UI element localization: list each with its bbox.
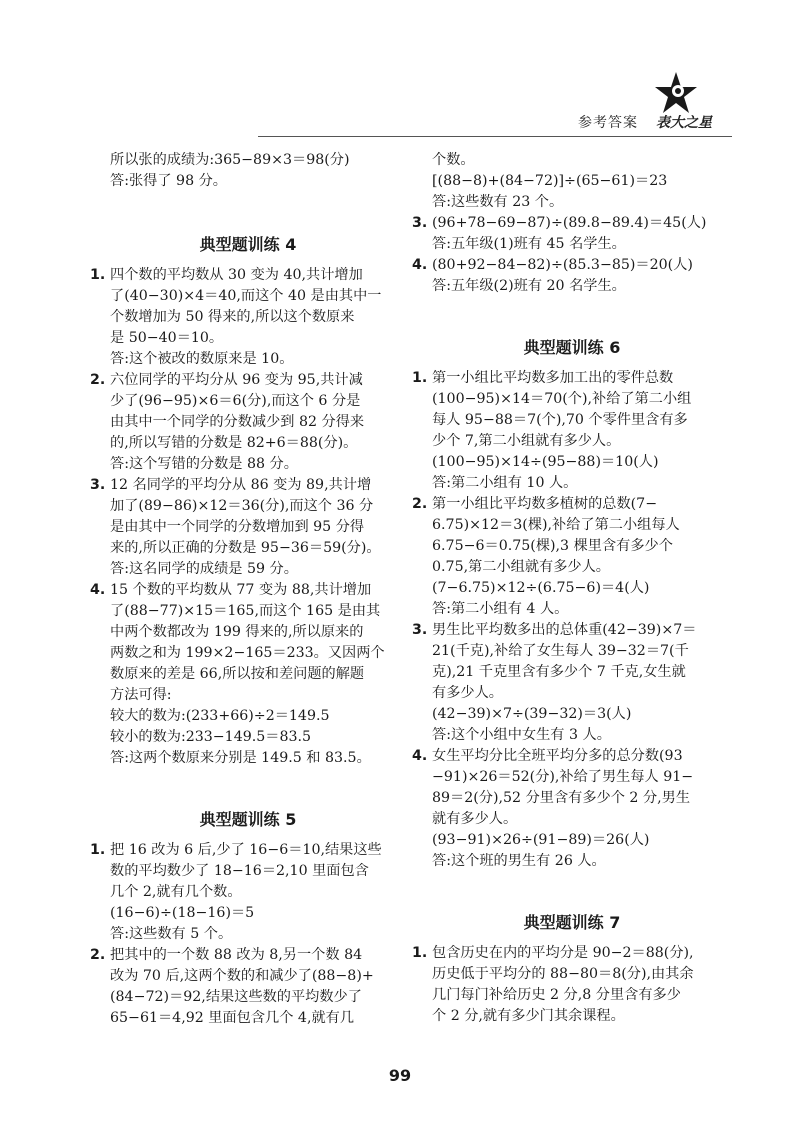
text-line: 方法可得: — [110, 687, 172, 703]
text-line: 0.75,第二小组就有多少人。 — [432, 559, 610, 575]
question-item — [412, 255, 732, 297]
header-label: 参考答案 — [578, 115, 638, 131]
text-line: (80+92−84−82)÷(85.3−85)＝20(人) — [432, 257, 693, 273]
text-line: 男生比平均数多出的总体重(42−39)×7＝ — [432, 622, 697, 638]
header-brand: 表大之星 — [656, 115, 712, 131]
text-line: 了(88−77)×15＝165,而这个 165 是由其 — [110, 603, 381, 619]
text-line: 改为 70 后,这两个数的和减少了(88−8)+ — [110, 968, 374, 984]
question-number: 2. — [90, 947, 106, 963]
text-line: 数原来的差是 66,所以按和差问题的解题 — [110, 666, 365, 682]
text-line: 个数增加为 50 得来的,所以这个数原来 — [110, 309, 355, 325]
text-line: 几门每门补给历史 2 分,8 分里含有多少 — [432, 987, 681, 1003]
text-line: 少了(96−95)×6＝6(分),而这个 6 分是 — [110, 393, 361, 409]
page-number: 99 — [388, 1066, 412, 1085]
answer-line: 答:这个被改的数原来是 10。 — [110, 351, 294, 367]
question-item — [412, 213, 732, 255]
text-line: (96+78−69−87)÷(89.8−89.4)＝45(人) — [432, 215, 707, 231]
question-item — [412, 494, 732, 620]
text-line: (93−91)×26÷(91−89)＝26(人) — [432, 832, 650, 848]
text-line: 6.75)×12＝3(棵),补给了第二小组每人 — [432, 517, 680, 533]
text-line: 把 16 改为 6 后,少了 16−6＝10,结果这些 — [110, 842, 382, 858]
question-item — [90, 475, 406, 580]
text-line: 15 个数的平均数从 77 变为 88,共计增加 — [110, 582, 372, 598]
text-line: (42−39)×7÷(39−32)＝3(人) — [432, 706, 632, 722]
answer-line: 答:第二小组有 4 人。 — [432, 601, 569, 617]
answer-line: 答:五年级(1)班有 45 名学生。 — [432, 236, 626, 252]
text-line: 少个 7,第二小组就有多少人。 — [432, 433, 621, 449]
text-line: 89＝2(分),52 分里含有多少个 2 分,男生 — [432, 790, 691, 806]
question-number: 1. — [90, 842, 106, 858]
right-column — [412, 150, 732, 1027]
text-line: 包含历史在内的平均分是 90−2＝88(分), — [432, 945, 694, 961]
text-line: (84−72)＝92,结果这些数的平均数少了 — [110, 989, 362, 1005]
answer-line: 答:这个小组中女生有 3 人。 — [432, 727, 611, 743]
text-line: −91)×26＝52(分),补给了男生每人 91− — [432, 769, 694, 785]
question-item — [90, 945, 406, 1029]
answer-line: 答:这名同学的成绩是 59 分。 — [110, 561, 298, 577]
text-line: 由其中一个同学的分数减少到 82 分得来 — [110, 414, 365, 430]
text-line: 克),21 千克里含有多少个 7 千克,女生就 — [432, 664, 686, 680]
header-rule — [258, 136, 732, 137]
question-number: 4. — [412, 748, 428, 764]
text-line: 就有多少人。 — [432, 811, 518, 827]
text-line: (100−95)×14÷(95−88)＝10(人) — [432, 454, 659, 470]
text-line: 个 2 分,就有多少门其余课程。 — [432, 1008, 625, 1024]
text-line: 六位同学的平均分从 96 变为 95,共计减 — [110, 372, 363, 388]
section-title-5: 典型题训练 5 — [199, 810, 297, 829]
text-line: 中两个数都改为 199 得来的,所以原来的 — [110, 624, 364, 640]
left-column — [90, 150, 406, 1029]
answer-line: 答:第二小组有 10 人。 — [432, 475, 578, 491]
text-line: 答:张得了 98 分。 — [110, 173, 227, 189]
question-number: 2. — [90, 372, 106, 388]
text-line: 65−61＝4,92 里面包含几个 4,就有几 — [110, 1010, 355, 1026]
answer-line: 答:这些数有 5 个。 — [110, 926, 233, 942]
text-line: 几个 2,就有几个数。 — [110, 884, 242, 900]
text-line: 把其中的一个数 88 改为 8,另一个数 84 — [110, 947, 363, 963]
question-item — [412, 368, 732, 494]
question-number: 1. — [412, 370, 428, 386]
question-number: 4. — [90, 582, 106, 598]
answer-line: 答:这个写错的分数是 88 分。 — [110, 456, 298, 472]
text-line: 每人 95−88＝7(个),70 个零件里含有多 — [432, 412, 688, 428]
text-line: 12 名同学的平均分从 86 变为 89,共计增 — [110, 477, 372, 493]
question-item — [412, 943, 732, 1027]
text-line: 6.75−6＝0.75(棵),3 棵里含有多少个 — [432, 538, 673, 554]
section-title-7: 典型题训练 7 — [523, 913, 621, 932]
question-item — [90, 370, 406, 475]
text-line: 个数。 — [432, 152, 475, 168]
text-line: 是 50−40＝10。 — [110, 330, 224, 346]
answer-line: 答:这个班的男生有 26 人。 — [432, 853, 606, 869]
question-number: 1. — [90, 267, 106, 283]
text-line: 两数之和为 199×2−165＝233。又因两个 — [110, 645, 385, 661]
answer-line: 答:五年级(2)班有 20 名学生。 — [432, 278, 626, 294]
text-line: (16−6)÷(18−16)＝5 — [110, 905, 255, 921]
text-line: 较小的数为:233−149.5＝83.5 — [110, 729, 312, 745]
question-number: 3. — [90, 477, 106, 493]
question-item — [412, 746, 732, 872]
question-number: 4. — [412, 257, 428, 273]
section-title-4: 典型题训练 4 — [199, 235, 297, 254]
section-title-6: 典型题训练 6 — [523, 338, 621, 357]
question-item — [90, 840, 406, 945]
text-line: 女生平均分比全班平均分多的总分数(93 — [432, 748, 683, 764]
text-line: 较大的数为:(233+66)÷2＝149.5 — [110, 708, 330, 724]
text-line: 的,所以写错的分数是 82+6＝88(分)。 — [110, 435, 358, 451]
answer-line: 答:这些数有 23 个。 — [432, 194, 564, 210]
text-line: 有多少人。 — [432, 685, 503, 701]
text-line: 来的,所以正确的分数是 95−36＝59(分)。 — [110, 540, 381, 556]
question-item — [412, 620, 732, 746]
text-line: 四个数的平均数从 30 变为 40,共计增加 — [110, 267, 363, 283]
text-line: 是由其中一个同学的分数增加到 95 分得 — [110, 519, 365, 535]
text-line: 了(40−30)×4＝40,而这个 40 是由其中一 — [110, 288, 382, 304]
star-logo-icon — [652, 70, 700, 116]
text-line: 数的平均数少了 18−16＝2,10 里面包含 — [110, 863, 369, 879]
text-line: (7−6.75)×12÷(6.75−6)＝4(人) — [432, 580, 650, 596]
text-line: 加了(89−86)×12＝36(分),而这个 36 分 — [110, 498, 374, 514]
question-number: 3. — [412, 215, 428, 231]
question-number: 1. — [412, 945, 428, 961]
text-line: 所以张的成绩为:365−89×3＝98(分) — [110, 152, 350, 168]
text-line: 第一小组比平均数多加工出的零件总数 — [432, 370, 674, 386]
continuation-block — [412, 150, 732, 213]
question-item — [90, 265, 406, 370]
text-line: [(88−8)+(84−72)]÷(65−61)＝23 — [432, 173, 668, 189]
page-header — [0, 0, 800, 140]
question-number: 2. — [412, 496, 428, 512]
question-number: 3. — [412, 622, 428, 638]
answer-line: 答:这两个数原来分别是 149.5 和 83.5。 — [110, 750, 371, 766]
text-line: 历史低于平均分的 88−80＝8(分),由其余 — [432, 966, 694, 982]
question-item — [90, 580, 406, 769]
intro-block — [90, 150, 406, 192]
text-line: 21(千克),补给了女生每人 39−32＝7(千 — [432, 643, 689, 659]
text-line: 第一小组比平均数多植树的总数(7− — [432, 496, 658, 512]
text-line: (100−95)×14＝70(个),补给了第二小组 — [432, 391, 692, 407]
